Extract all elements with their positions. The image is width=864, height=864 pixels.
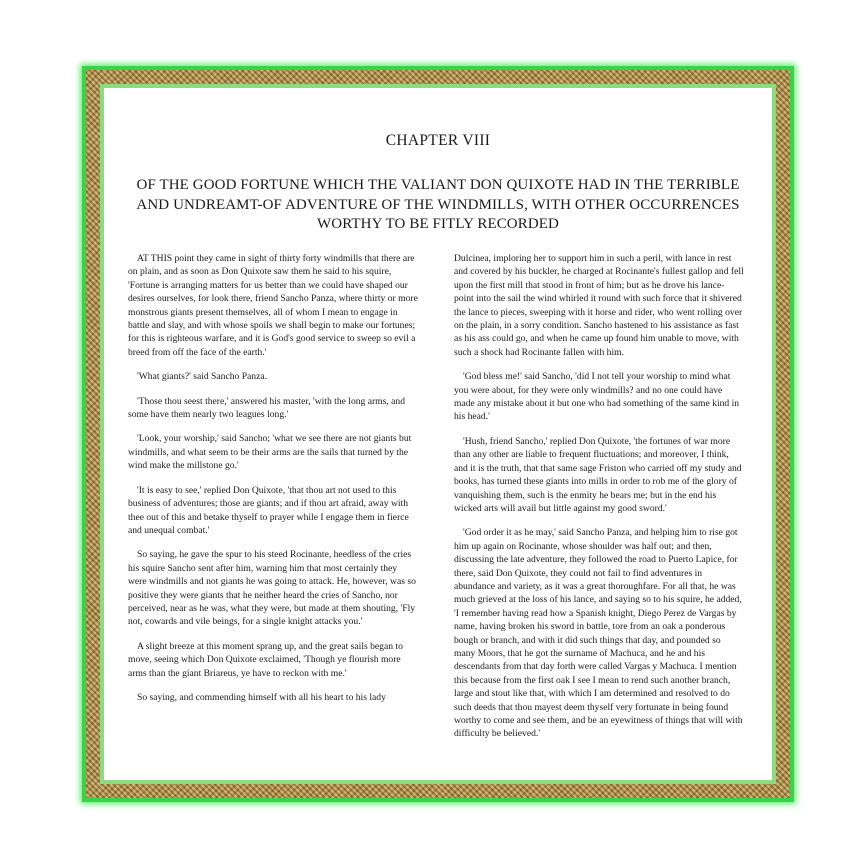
- chapter-subtitle: OF THE GOOD FORTUNE WHICH THE VALIANT DON QUIXOTE HAD IN THE TERRIBLE AND UNDREAMT-OF ADVENTURE OF THE WINDMILLS, WITH OTHER OCCURRENCES WORTHY TO BE FITLY RECORDED: [136, 177, 740, 232]
- left-text-column: [128, 252, 418, 715]
- paragraph: So saying, and commending himself with all his heart to his lady: [137, 691, 386, 703]
- paragraph: So saying, he gave the spur to his steed Rocinante, heedless of the cries his squire Sancho sent after him, warning him that most certainly they were windmills and not giants he was going to attack. He, however, was so positive they were giants that he neither heard the cries of Sancho, nor perceived, near as he was, what they were, but made at them shouting, 'Fly not, cowards and vile beings, for a single knight attacks you.': [128, 549, 416, 628]
- paragraph: Dulcinea, imploring her to support him in such a peril, with lance in rest and covered by his buckler, he charged at Rocinante's fullest gallop and fell upon the first mill that stood in front of him; but as he drove his lance-point into the sail the wind whirled it round with such force that it shivered the lance to pieces, sweeping with it horse and rider, who went rolling over on the plain, in a sorry condition. Sancho hastened to his assistance as fast as his ass could go, and when he came up found him unable to move, with such a shock had Rocinante fallen with him.: [454, 253, 744, 358]
- paragraph: A slight breeze at this moment sprang up, and the great sails began to move, seeing which Don Quixote exclaimed, 'Though ye flourish more arms than the giant Briareus, ye have to reckon with me.': [128, 640, 403, 679]
- paragraph: 'What giants?' said Sancho Panza.: [137, 371, 268, 383]
- paragraph: 'God order it as he may,' said Sancho Panza, and helping him to rise got him up again on Rocinante, whose shoulder was half out; and then, discussing the late adventure, they followed the road to Puerto Lapice, for there, said Don Quixote, they could not fail to find adventures in abundance and variety, as it was a great thoroughfare. For all that, he was much grieved at the loss of his lance, and saying so to his squire, he added, 'I remember having read how a Spanish knight, Diego Perez de Vargas by name, having broken his sword in battle, tore from an oak a ponderous bough or branch, and with it did such things that day, and pounded so many Moors, that he got the surname of Machuca, and he and his descendants from that day forth were called Vargas y Machuca. I mention this because from the first oak I see I mean to rend such another branch, large and stout like that, with which I am determined and resolved to do such deeds that thou mayest deem thyself very fortunate in being found worthy to come and see them, and be an eyewitness of things that will with difficulty be believed.': [454, 527, 743, 740]
- chapter-heading: CHAPTER VIII: [385, 132, 491, 149]
- paragraph: 'God bless me!' said Sancho, 'did I not tell your worship to mind what you were about, for they were only windmills? and no one could have made any mistake about it but one who had something of the same kind in his head.': [454, 371, 740, 423]
- paragraph: 'Those thou seest there,' answered his master, 'with the long arms, and some have them nearly two leagues long.': [128, 395, 406, 421]
- paragraph: 'It is easy to see,' replied Don Quixote, 'that thou art not used to this business of adventures; those are giants; and if thou art afraid, away with thee out of this and betake thyself to prayer while I engage them in fierce and unequal combat.': [128, 484, 409, 536]
- right-text-column: [454, 252, 744, 752]
- paragraph: 'Hush, friend Sancho,' replied Don Quixote, 'the fortunes of war more than any other are liable to frequent fluctuations; and moreover, I think, and it is the truth, that that same sage Friston who carried off my study and books, has turned these giants into mills in order to rob me of the glory of vanquishing them, such is the enmity he bears me; but in the end his wicked arts will avail but little against my good sword.': [454, 435, 742, 514]
- book-page: [104, 88, 772, 780]
- paragraph: AT THIS point they came in sight of thirty forty windmills that there are on plain, and as soon as Don Quixote saw them he said to his squire, 'Fortune is arranging matters for us better than we could have shaped our desires ourselves, for look there, friend Sancho Panza, where thirty or more monstrous giants present themselves, all of whom I mean to engage in battle and slay, and with whose spoils we shall begin to make our fortunes; for this is righteous warfare, and it is God's good service to sweep so evil a breed from off the face of the earth.': [128, 253, 418, 358]
- paragraph: 'Look, your worship,' said Sancho; 'what we see there are not giants but windmills, and what seem to be their arms are the sails that turned by the wind make the millstone go.': [128, 433, 412, 472]
